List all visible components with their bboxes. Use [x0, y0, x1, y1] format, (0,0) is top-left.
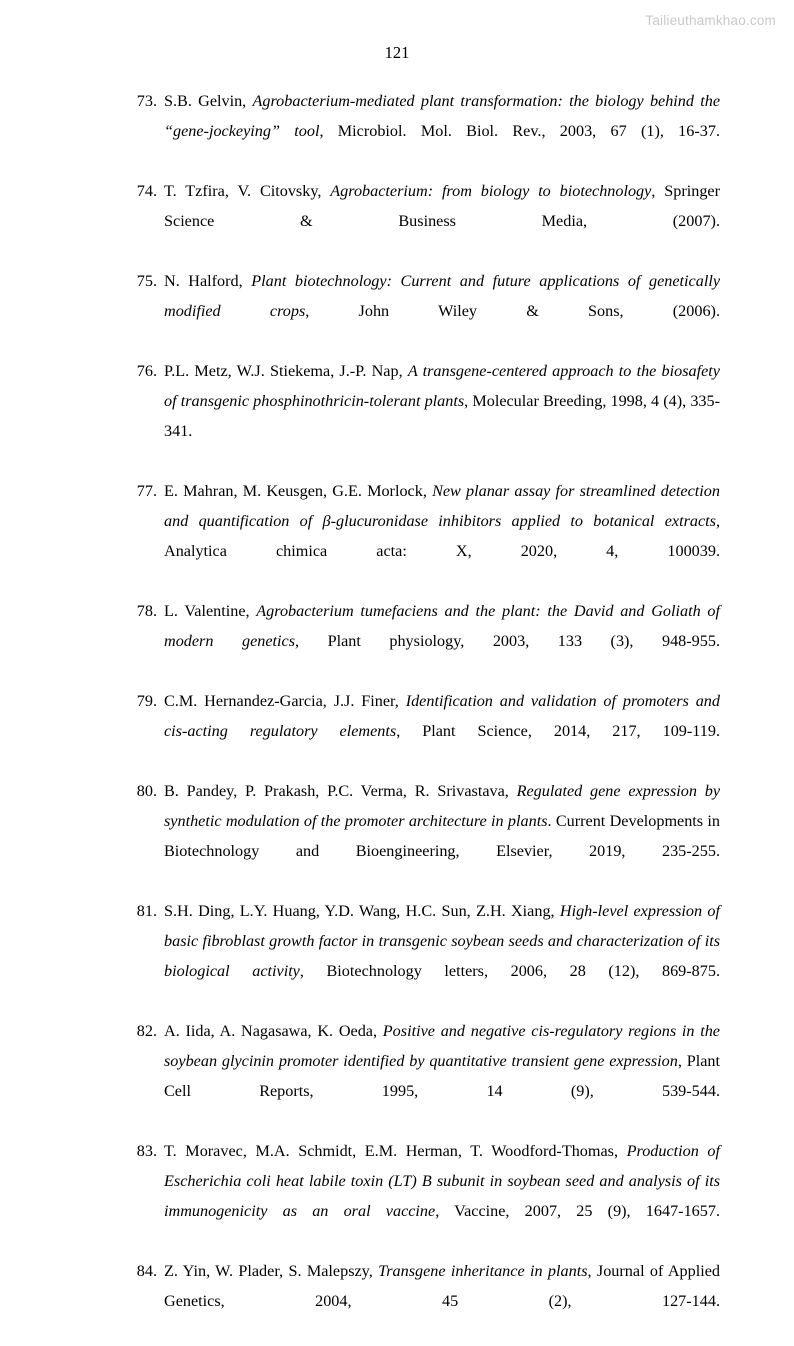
reference-authors: S.H. Ding, L.Y. Huang, Y.D. Wang, H.C. Sun, Z.H. Xiang,: [164, 902, 560, 920]
reference-entry: [130, 1256, 720, 1346]
reference-source: , Springer Science & Business Media, (2007).: [164, 182, 720, 230]
reference-title: Agrobacterium-mediated plant transformation: the biology behind the “gene-jockeying” tool: [164, 92, 721, 140]
reference-entry: [130, 1136, 720, 1256]
reference-entry: [130, 896, 720, 1016]
reference-entry: [130, 476, 720, 596]
reference-title: Plant biotechnology: Current and future applications of genetically modified crops: [164, 272, 720, 320]
reference-title: Regulated gene expression by synthetic modulation of the promoter architecture in plants: [164, 782, 721, 830]
reference-authors: A. Iida, A. Nagasawa, K. Oeda,: [164, 1022, 383, 1040]
reference-entry: [130, 266, 720, 356]
reference-source: . Current Developments in Biotechnology and Bioengineering, Elsevier, 2019, 235-255.: [164, 812, 721, 860]
reference-text: [164, 266, 720, 356]
reference-title: Production of Escherichia coli heat labile toxin (LT) B subunit in soybean seed and analysis of its immunogenicity as an oral vaccine: [164, 1142, 721, 1220]
reference-number: 78.: [136, 602, 157, 620]
reference-title: New planar assay for streamlined detection and quantification of β-glucuronidase inhibitors applied to botanical extracts: [164, 482, 720, 530]
reference-text: [164, 896, 720, 1016]
reference-text: [164, 1256, 720, 1346]
reference-text: [164, 1016, 720, 1136]
reference-text: [164, 776, 720, 896]
reference-source: , Plant Cell Reports, 1995, 14 (9), 539-544.: [164, 1052, 720, 1100]
reference-title: Transgene inheritance in plants: [378, 1262, 588, 1280]
reference-entry: [130, 776, 720, 896]
reference-title: Agrobacterium tumefaciens and the plant: the David and Goliath of modern genetics: [164, 602, 720, 650]
reference-number: 75.: [136, 272, 157, 290]
reference-number: 76.: [136, 362, 157, 380]
page-number: 121: [384, 43, 410, 62]
reference-title: Identification and validation of promoters and cis-acting regulatory elements: [164, 692, 720, 740]
reference-number: 83.: [136, 1142, 157, 1160]
reference-text: [164, 86, 720, 176]
reference-entry: [130, 86, 720, 176]
reference-text: [164, 176, 720, 266]
reference-source: , Journal of Applied Genetics, 2004, 45 (2), 127-144.: [164, 1262, 720, 1310]
reference-list: [130, 86, 720, 1346]
reference-source: , Plant physiology, 2003, 133 (3), 948-955.: [295, 632, 720, 650]
reference-text: [164, 686, 720, 776]
reference-number: 81.: [136, 902, 157, 920]
reference-text: [164, 596, 720, 686]
reference-source: , Microbiol. Mol. Biol. Rev., 2003, 67 (1), 16-37.: [319, 122, 720, 140]
reference-authors: N. Halford,: [164, 272, 252, 290]
reference-source: , Biotechnology letters, 2006, 28 (12), 869-875.: [299, 962, 720, 980]
reference-source: , Molecular Breeding, 1998, 4 (4), 335-341.: [164, 392, 720, 440]
reference-number: 73.: [136, 92, 157, 110]
reference-source: , Vaccine, 2007, 25 (9), 1647-1657.: [435, 1202, 720, 1220]
reference-title: Positive and negative cis-regulatory regions in the soybean glycinin promoter identified by quantitative transient gene expression: [164, 1022, 720, 1070]
reference-number: 74.: [136, 182, 157, 200]
reference-number: 79.: [136, 692, 157, 710]
reference-title: High-level expression of basic fibroblast growth factor in transgenic soybean seeds and characterization of its biological activity: [164, 902, 720, 980]
reference-text: [164, 1136, 720, 1256]
reference-authors: T. Tzfira, V. Citovsky,: [164, 182, 331, 200]
reference-title: Agrobacterium: from biology to biotechnology: [330, 182, 652, 200]
reference-number: 77.: [136, 482, 157, 500]
reference-number: 82.: [136, 1022, 157, 1040]
reference-source: , Plant Science, 2014, 217, 109-119.: [396, 722, 720, 740]
reference-text: [164, 356, 720, 476]
reference-entry: [130, 1016, 720, 1136]
reference-entry: [130, 686, 720, 776]
reference-source: , Analytica chimica acta: X, 2020, 4, 100039.: [164, 512, 720, 560]
reference-number: 84.: [136, 1262, 157, 1280]
reference-text: [164, 476, 720, 596]
reference-title: A transgene-centered approach to the biosafety of transgenic phosphinothricin-tolerant plants: [164, 362, 720, 410]
reference-authors: Z. Yin, W. Plader, S. Malepszy,: [164, 1262, 379, 1280]
reference-authors: B. Pandey, P. Prakash, P.C. Verma, R. Srivastava,: [164, 782, 517, 800]
reference-authors: E. Mahran, M. Keusgen, G.E. Morlock,: [164, 482, 433, 500]
reference-authors: S.B. Gelvin,: [164, 92, 253, 110]
reference-entry: [130, 356, 720, 476]
reference-number: 80.: [136, 782, 157, 800]
watermark-text: Tailieuthamkhao.com: [645, 13, 776, 28]
reference-entry: [130, 596, 720, 686]
reference-authors: P.L. Metz, W.J. Stiekema, J.-P. Nap,: [164, 362, 408, 380]
reference-entry: [130, 176, 720, 266]
reference-authors: L. Valentine,: [164, 602, 257, 620]
reference-source: , John Wiley & Sons, (2006).: [305, 302, 720, 320]
reference-authors: C.M. Hernandez-Garcia, J.J. Finer,: [164, 692, 406, 710]
reference-authors: T. Moravec, M.A. Schmidt, E.M. Herman, T. Woodford-Thomas,: [164, 1142, 627, 1160]
